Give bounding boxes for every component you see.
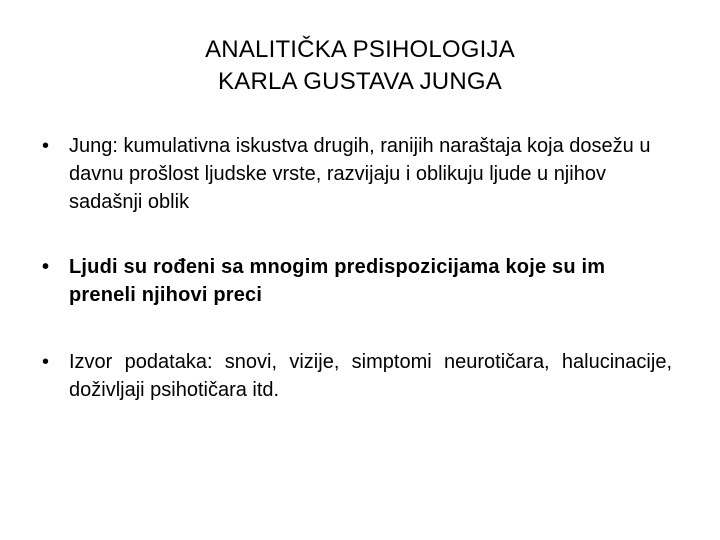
- bullet-marker: •: [42, 256, 50, 278]
- bullet-list: [42, 132, 672, 404]
- bullet-marker: •: [42, 351, 50, 373]
- title-line-2: KARLA GUSTAVA JUNGA: [218, 68, 502, 95]
- title-line-1: ANALITIČKA PSIHOLOGIJA: [205, 36, 515, 63]
- bullet-item-2: [42, 253, 672, 309]
- bullet-text-2: Ljudi su rođeni sa mnogim predispozicijama koje su im preneli njihovi preci: [69, 256, 606, 306]
- slide-title: [0, 34, 720, 98]
- bullet-text-3: Izvor podataka: snovi, vizije, simptomi neurotičara, halucinacije, doživljaji psihotičara itd.: [69, 351, 672, 401]
- bullet-item-3: [42, 348, 672, 404]
- bullet-marker: •: [42, 135, 50, 157]
- bullet-text-1: Jung: kumulativna iskustva drugih, ranijih naraštaja koja dosežu u davnu prošlost ljudske vrste, razvijaju i oblikuju ljude u njihov sadašnji oblik: [69, 135, 651, 213]
- bullet-item-1: [42, 132, 672, 216]
